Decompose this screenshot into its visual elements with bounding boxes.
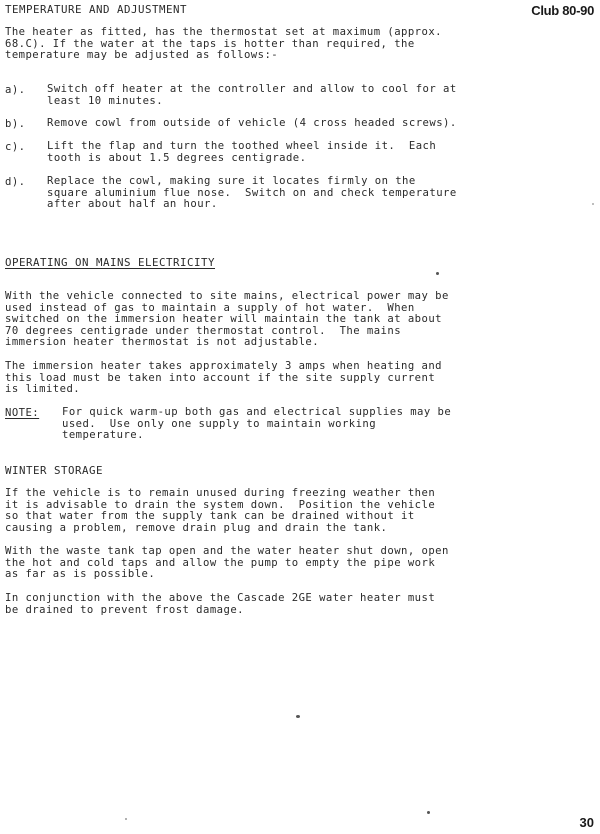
winter-paragraph-1: If the vehicle is to remain unused during freezing weather then it is advisable to drain the system down. Position the vehicle so that water from the supply tank can be drained without it causing a problem, remove drain plug and drain the tank. — [5, 487, 436, 534]
scan-speck — [592, 203, 594, 205]
step-b-label: b). — [5, 118, 26, 130]
scan-speck — [436, 272, 439, 275]
scan-speck — [125, 818, 127, 820]
scan-speck — [427, 811, 430, 814]
step-a-label: a). — [5, 84, 26, 96]
step-a-text: Switch off heater at the controller and allow to cool for at least 10 minutes. — [47, 83, 457, 107]
temperature-intro: The heater as fitted, has the thermostat set at maximum (approx. 68.C). If the water at the taps is hotter than required, the temperature may be adjusted as follows:- — [5, 26, 442, 62]
section-title-winter: WINTER STORAGE — [5, 464, 104, 477]
section-title-mains: OPERATING ON MAINS ELECTRICITY — [5, 256, 216, 269]
page-number: 30 — [579, 815, 594, 830]
note-label: NOTE: — [5, 407, 40, 419]
note-text: For quick warm-up both gas and electrical supplies may be used. Use only one supply to maintain working temperature. — [62, 406, 452, 442]
step-d-text: Replace the cowl, making sure it locates firmly on the square aluminium flue nose. Switch on and check temperature after about half an hour. — [47, 175, 457, 211]
section-title-temperature: TEMPERATURE AND ADJUSTMENT — [5, 3, 188, 16]
brand-logo: Club 80-90 — [531, 3, 594, 18]
mains-paragraph-2: The immersion heater takes approximately 3 amps when heating and this load must be taken into account if the site supply current is limited. — [5, 360, 442, 396]
winter-paragraph-3: In conjunction with the above the Cascade 2GE water heater must be drained to prevent frost damage. — [5, 592, 436, 616]
mains-paragraph-1: With the vehicle connected to site mains, electrical power may be used instead of gas to maintain a supply of hot water. When switched on the immersion heater will maintain the tank at about 70 degrees centigrade under thermostat control. The mains immersion heater thermostat is not adjustable. — [5, 290, 449, 349]
step-d-label: d). — [5, 176, 26, 188]
step-c-label: c). — [5, 141, 26, 153]
scan-speck — [296, 715, 300, 718]
step-c-text: Lift the flap and turn the toothed wheel inside it. Each tooth is about 1.5 degrees centigrade. — [47, 140, 437, 164]
step-b-text: Remove cowl from outside of vehicle (4 cross headed screws). — [47, 117, 457, 129]
winter-paragraph-2: With the waste tank tap open and the water heater shut down, open the hot and cold taps and allow the pump to empty the pipe work as far as is possible. — [5, 545, 449, 581]
